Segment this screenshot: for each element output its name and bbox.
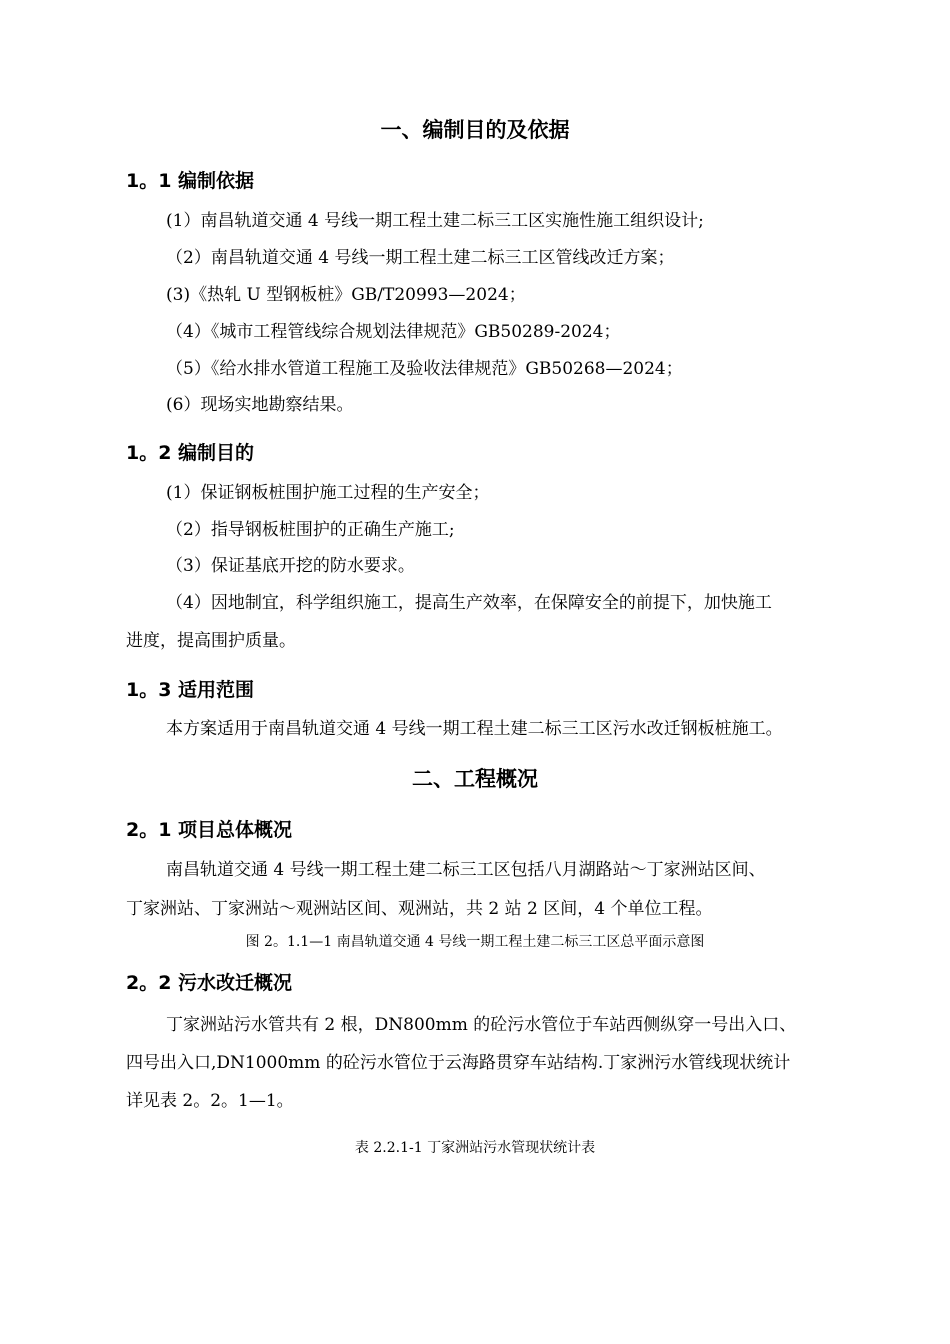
sewage-line-2: 四号出入口,DN1000mm 的砼污水管位于云海路贯穿车站结构.丁家洲污水管线现状统计	[126, 1053, 791, 1073]
heading-1-1: 1。1 编制依据	[126, 170, 255, 192]
purpose-item-4: （4）因地制宜，科学组织施工，提高生产效率，在保障安全的前提下，加快施工	[166, 593, 772, 613]
sewage-line-1: 丁家洲站污水管共有 2 根，DN800mm 的砼污水管位于车站西侧纵穿一号出入口、	[166, 1015, 797, 1035]
basis-item-1: (1）南昌轨道交通 4 号线一期工程土建二标三工区实施性施工组织设计;	[166, 211, 704, 231]
purpose-item-1: (1）保证钢板桩围护施工过程的生产安全；	[166, 483, 490, 503]
basis-item-2: （2）南昌轨道交通 4 号线一期工程土建二标三工区管线改迁方案；	[166, 248, 675, 268]
basis-item-5: （5）《给水排水管道工程施工及验收法律规范》GB50268—2024；	[166, 359, 683, 379]
purpose-item-4-cont: 进度，提高围护质量。	[126, 631, 296, 651]
table-caption: 表 2.2.1-1 丁家洲站污水管现状统计表	[354, 1140, 596, 1156]
heading-1-2: 1。2 编制目的	[126, 442, 255, 464]
heading-2-2: 2。2 污水改迁概况	[126, 972, 293, 994]
heading-2-1: 2。1 项目总体概况	[126, 819, 293, 841]
scope-text: 本方案适用于南昌轨道交通 4 号线一期工程土建二标三工区污水改迁钢板桩施工。	[166, 719, 783, 739]
basis-item-3: (3)《热轧 U 型钢板桩》GB/T20993—2024；	[166, 285, 526, 305]
purpose-item-2: （2）指导钢板桩围护的正确生产施工;	[166, 520, 455, 540]
sewage-line-3: 详见表 2。2。1—1。	[126, 1091, 294, 1111]
section-2-title: 二、工程概况	[412, 767, 538, 791]
figure-caption: 图 2。1.1—1 南昌轨道交通 4 号线一期工程土建二标三工区总平面示意图	[245, 934, 705, 950]
overview-line-2: 丁家洲站、丁家洲站～观洲站区间、观洲站，共 2 站 2 区间，4 个单位工程。	[126, 899, 713, 919]
basis-item-4: （4）《城市工程管线综合规划法律规范》GB50289-2024；	[166, 322, 621, 342]
overview-line-1: 南昌轨道交通 4 号线一期工程土建二标三工区包括八月湖路站～丁家洲站区间、	[166, 860, 766, 880]
heading-1-3: 1。3 适用范围	[126, 679, 255, 701]
purpose-item-3: （3）保证基底开挖的防水要求。	[166, 556, 415, 576]
basis-item-6: (6）现场实地勘察结果。	[166, 395, 354, 415]
section-1-title: 一、编制目的及依据	[380, 118, 570, 142]
